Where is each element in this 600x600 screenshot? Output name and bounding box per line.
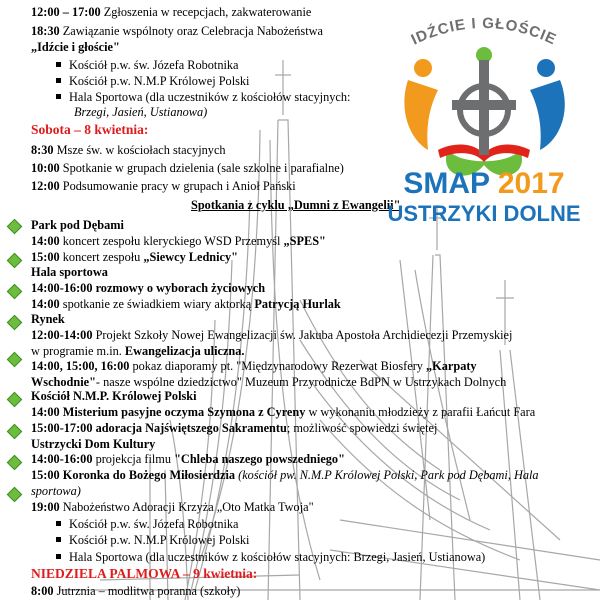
saturday-line-1: 8:30 Msze św. w kościołach stacyjnych [31, 143, 226, 157]
meeting-line: Wschodnie"- nasze wspólne dziedzictwo" Muzeum Przyrodnicze BdPN w Ustrzykach Dolnych [31, 375, 507, 389]
meeting-line: sportowa) [31, 484, 81, 498]
meeting-line: 14:00 Misterium pasyjne oczyma Szymona z Cyreny w wykonaniu młodzieży z parafii Łańcut Fara [31, 405, 536, 419]
friday-place-3-cont: Brzegi, Jasień, Ustianowa) [74, 105, 208, 119]
meeting-line: 14:00, 15:00, 16:00 pokaz diaporamy pt. "Międzynarodowy Rezerwat Biosfery „Karpaty [31, 359, 477, 373]
bullet-diamond-icon [7, 352, 23, 368]
friday-place-2: Kościół p.w. N.M.P Królowej Polski [56, 74, 249, 88]
svg-text:IDŹCIE I GŁOŚCIE [409, 15, 560, 49]
bullet-diamond-icon [7, 455, 23, 471]
meeting-place: Park pod Dębami [31, 218, 124, 232]
friday-line-1: 12:00 – 17:00 Zgłoszenia w recepcjach, zakwaterowanie [31, 5, 312, 19]
friday-line-3: „Idźcie i głoście" [31, 40, 120, 54]
meeting-line: 14:00 spotkanie ze świadkiem wiary aktorką Patrycją Hurlak [31, 297, 341, 311]
meeting-line: w programie m.in. Ewangelizacja uliczna. [31, 344, 245, 358]
bullet-diamond-icon [7, 219, 23, 235]
smap-2017-logo [368, 0, 600, 230]
meeting-line: 15:00-17:00 adoracja Najświętszego Sakramentu; możliwość spowiedzi świętej [31, 421, 438, 435]
saturday-line-2: 10:00 Spotkanie w grupach dzielenia (sale szkolne i parafialne) [31, 161, 344, 175]
meeting-line: 15:00 koncert zespołu „Siewcy Lednicy" [31, 250, 238, 264]
sunday-line-1: 8:00 Jutrznia – modlitwa poranna (szkoły) [31, 584, 241, 598]
bullet-diamond-icon [7, 315, 23, 331]
evening-place-2: Kościół p.w. N.M.P Królowej Polski [56, 533, 249, 547]
bullet-diamond-icon [7, 253, 23, 269]
meeting-line: 14:00-16:00 rozmowy o wyborach życiowych [31, 281, 266, 295]
meeting-line: 12:00-14:00 Projekt Szkoły Nowej Ewangelizacji św. Jakuba Apostoła Archidiecezji Przemyskiej [31, 328, 513, 342]
meeting-place: Kościół N.M.P. Królowej Polski [31, 389, 197, 403]
saturday-heading: Sobota – 8 kwietnia: [31, 122, 149, 137]
logo-name: SMAP 2017 [403, 167, 565, 200]
meeting-place: Ustrzycki Dom Kultury [31, 437, 156, 451]
meeting-place: Rynek [31, 312, 65, 326]
meetings-heading: Spotkania z cyklu „Dumni z Ewangelii" [191, 198, 401, 212]
meeting-line: 19:00 Nabożeństwo Adoracji Krzyża „Oto Matka Twoja" [31, 500, 314, 514]
friday-line-2: 18:30 Zawiązanie wspólnoty oraz Celebracja Nabożeństwa [31, 24, 323, 38]
logo-arc-text: IDŹCIE I GŁOŚCIE [408, 14, 560, 49]
bullet-diamond-icon [7, 284, 23, 300]
bullet-diamond-icon [7, 392, 23, 408]
saturday-line-3: 12:00 Podsumowanie pracy w grupach i Anioł Pański [31, 179, 296, 193]
evening-place-3: Hala Sportowa (dla uczestników z kościołów stacyjnych: Brzegi, Jasień, Ustianowa) [56, 550, 485, 564]
logo-city: USTRZYKI DOLNE [387, 201, 581, 226]
bullet-diamond-icon [7, 424, 23, 440]
bullet-diamond-icon [7, 487, 23, 503]
meeting-line: 14:00 koncert zespołu kleryckiego WSD Przemyśl „SPES" [31, 234, 326, 248]
evening-place-1: Kościół p.w. św. Józefa Robotnika [56, 517, 239, 531]
meeting-line: 15:00 Koronka do Bożego Miłosierdzia (kościół pw. N.M.P Królowej Polski, Park pod Dębami, Hala [31, 468, 539, 482]
friday-place-1: Kościół p.w. św. Józefa Robotnika [56, 58, 239, 72]
meeting-place: Hala sportowa [31, 265, 108, 279]
friday-place-3: Hala Sportowa (dla uczestników z kościołów stacyjnych: [56, 90, 350, 104]
meeting-line: 14:00-16:00 projekcja filmu "Chleba naszego powszedniego" [31, 452, 345, 466]
sunday-heading: NIEDZIELA PALMOWA – 9 kwietnia: [31, 566, 258, 581]
